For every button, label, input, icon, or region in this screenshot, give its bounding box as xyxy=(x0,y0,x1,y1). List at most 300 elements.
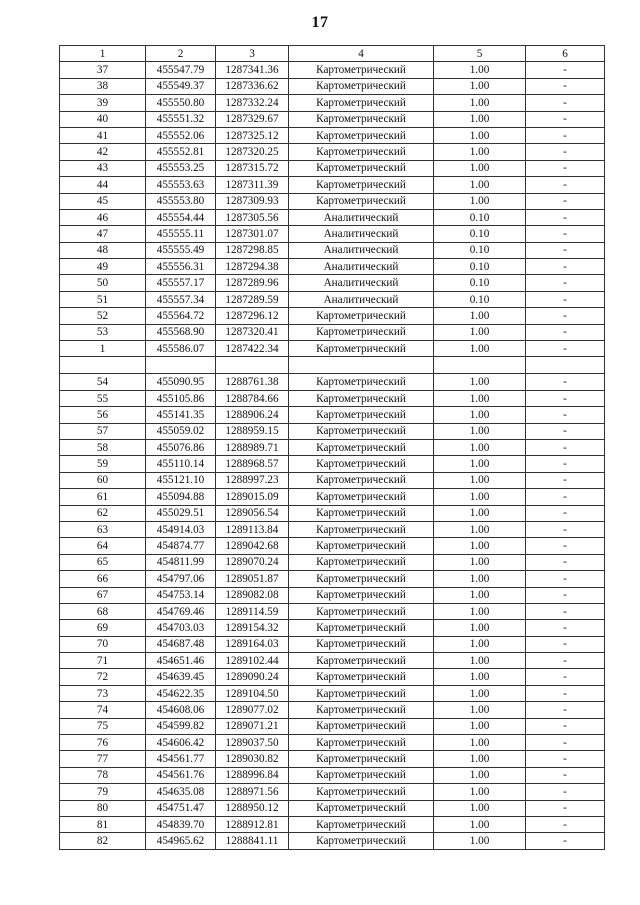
precision-cell: 1.00 xyxy=(434,816,526,832)
note-cell: - xyxy=(526,275,605,291)
precision-cell: 1.00 xyxy=(434,456,526,472)
point-number-cell: 48 xyxy=(60,242,146,258)
x-coordinate-cell xyxy=(146,357,216,374)
table-row xyxy=(60,751,605,767)
note-cell: - xyxy=(526,571,605,587)
precision-cell: 1.00 xyxy=(434,439,526,455)
y-coordinate-cell: 1288761.38 xyxy=(216,374,289,390)
point-number-cell: 55 xyxy=(60,390,146,406)
point-number-cell: 71 xyxy=(60,653,146,669)
method-cell: Картометрический xyxy=(289,489,434,505)
note-cell: - xyxy=(526,209,605,225)
table-row xyxy=(60,456,605,472)
table-row xyxy=(60,833,605,849)
table-row xyxy=(60,587,605,603)
point-number-cell: 41 xyxy=(60,127,146,143)
x-coordinate-cell: 454606.42 xyxy=(146,735,216,751)
precision-cell: 1.00 xyxy=(434,751,526,767)
method-cell: Картометрический xyxy=(289,685,434,701)
note-cell: - xyxy=(526,653,605,669)
note-cell: - xyxy=(526,324,605,340)
note-cell: - xyxy=(526,407,605,423)
note-cell: - xyxy=(526,816,605,832)
table-row xyxy=(60,538,605,554)
x-coordinate-cell: 455029.51 xyxy=(146,505,216,521)
note-cell: - xyxy=(526,472,605,488)
table-row xyxy=(60,259,605,275)
method-cell: Картометрический xyxy=(289,751,434,767)
x-coordinate-cell: 455557.34 xyxy=(146,291,216,307)
point-number-cell: 56 xyxy=(60,407,146,423)
precision-cell: 1.00 xyxy=(434,571,526,587)
method-cell: Картометрический xyxy=(289,456,434,472)
y-coordinate-cell: 1289164.03 xyxy=(216,636,289,652)
table-row xyxy=(60,620,605,636)
y-coordinate-cell: 1289104.50 xyxy=(216,685,289,701)
method-cell: Картометрический xyxy=(289,127,434,143)
method-cell: Аналитический xyxy=(289,226,434,242)
x-coordinate-cell: 455568.90 xyxy=(146,324,216,340)
table-row xyxy=(60,324,605,340)
point-number-cell: 60 xyxy=(60,472,146,488)
column-header: 1 xyxy=(60,46,146,62)
x-coordinate-cell: 455141.35 xyxy=(146,407,216,423)
point-number-cell: 53 xyxy=(60,324,146,340)
table-row xyxy=(60,407,605,423)
y-coordinate-cell: 1289114.59 xyxy=(216,603,289,619)
precision-cell: 0.10 xyxy=(434,209,526,225)
point-number-cell: 82 xyxy=(60,833,146,849)
method-cell: Аналитический xyxy=(289,259,434,275)
point-number-cell: 58 xyxy=(60,439,146,455)
table-row xyxy=(60,718,605,734)
point-number-cell: 66 xyxy=(60,571,146,587)
method-cell: Картометрический xyxy=(289,144,434,160)
method-cell: Картометрический xyxy=(289,111,434,127)
note-cell: - xyxy=(526,751,605,767)
x-coordinate-cell: 455553.63 xyxy=(146,177,216,193)
point-number-cell: 77 xyxy=(60,751,146,767)
point-number-cell: 46 xyxy=(60,209,146,225)
y-coordinate-cell: 1288950.12 xyxy=(216,800,289,816)
y-coordinate-cell: 1288971.56 xyxy=(216,784,289,800)
y-coordinate-cell: 1287341.36 xyxy=(216,62,289,78)
y-coordinate-cell: 1289113.84 xyxy=(216,521,289,537)
x-coordinate-cell: 454561.77 xyxy=(146,751,216,767)
point-number-cell: 78 xyxy=(60,767,146,783)
note-cell: - xyxy=(526,242,605,258)
point-number-cell: 1 xyxy=(60,341,146,357)
note-cell: - xyxy=(526,390,605,406)
note-cell: - xyxy=(526,669,605,685)
x-coordinate-cell: 455110.14 xyxy=(146,456,216,472)
method-cell: Картометрический xyxy=(289,407,434,423)
point-number-cell: 64 xyxy=(60,538,146,554)
method-cell: Аналитический xyxy=(289,209,434,225)
y-coordinate-cell: 1289090.24 xyxy=(216,669,289,685)
method-cell: Картометрический xyxy=(289,439,434,455)
precision-cell: 0.10 xyxy=(434,242,526,258)
point-number-cell: 59 xyxy=(60,456,146,472)
method-cell: Картометрический xyxy=(289,423,434,439)
precision-cell: 1.00 xyxy=(434,160,526,176)
table-row xyxy=(60,439,605,455)
y-coordinate-cell: 1289102.44 xyxy=(216,653,289,669)
y-coordinate-cell: 1287320.41 xyxy=(216,324,289,340)
table-row xyxy=(60,144,605,160)
precision-cell: 1.00 xyxy=(434,390,526,406)
y-coordinate-cell: 1287315.72 xyxy=(216,160,289,176)
point-number-cell: 57 xyxy=(60,423,146,439)
table-row xyxy=(60,193,605,209)
x-coordinate-cell: 454561.76 xyxy=(146,767,216,783)
x-coordinate-cell: 455547.79 xyxy=(146,62,216,78)
point-number-cell: 54 xyxy=(60,374,146,390)
table-row xyxy=(60,521,605,537)
point-number-cell: 65 xyxy=(60,554,146,570)
precision-cell: 1.00 xyxy=(434,78,526,94)
precision-cell: 1.00 xyxy=(434,620,526,636)
note-cell: - xyxy=(526,521,605,537)
y-coordinate-cell: 1289070.24 xyxy=(216,554,289,570)
precision-cell: 1.00 xyxy=(434,538,526,554)
method-cell: Картометрический xyxy=(289,735,434,751)
point-number-cell: 75 xyxy=(60,718,146,734)
note-cell: - xyxy=(526,78,605,94)
y-coordinate-cell: 1288959.15 xyxy=(216,423,289,439)
x-coordinate-cell: 455557.17 xyxy=(146,275,216,291)
column-header: 5 xyxy=(434,46,526,62)
x-coordinate-cell: 455552.06 xyxy=(146,127,216,143)
point-number-cell: 63 xyxy=(60,521,146,537)
table-row xyxy=(60,275,605,291)
precision-cell: 1.00 xyxy=(434,735,526,751)
table-row xyxy=(60,702,605,718)
table-row xyxy=(60,177,605,193)
note-cell: - xyxy=(526,144,605,160)
x-coordinate-cell: 455556.31 xyxy=(146,259,216,275)
method-cell: Картометрический xyxy=(289,816,434,832)
y-coordinate-cell: 1288841.11 xyxy=(216,833,289,849)
precision-cell: 1.00 xyxy=(434,702,526,718)
x-coordinate-cell: 454622.35 xyxy=(146,685,216,701)
point-number-cell: 73 xyxy=(60,685,146,701)
point-number-cell: 52 xyxy=(60,308,146,324)
x-coordinate-cell: 454811.99 xyxy=(146,554,216,570)
precision-cell: 1.00 xyxy=(434,718,526,734)
note-cell: - xyxy=(526,603,605,619)
point-number-cell: 74 xyxy=(60,702,146,718)
point-number-cell: 70 xyxy=(60,636,146,652)
table-row xyxy=(60,669,605,685)
precision-cell: 1.00 xyxy=(434,177,526,193)
table-row xyxy=(60,603,605,619)
x-coordinate-cell: 455586.07 xyxy=(146,341,216,357)
table-row xyxy=(60,226,605,242)
precision-cell: 1.00 xyxy=(434,341,526,357)
method-cell: Картометрический xyxy=(289,505,434,521)
note-cell: - xyxy=(526,702,605,718)
note-cell: - xyxy=(526,587,605,603)
method-cell: Аналитический xyxy=(289,291,434,307)
method-cell: Картометрический xyxy=(289,374,434,390)
x-coordinate-cell: 455552.81 xyxy=(146,144,216,160)
x-coordinate-cell: 455076.86 xyxy=(146,439,216,455)
method-cell: Картометрический xyxy=(289,571,434,587)
note-cell: - xyxy=(526,505,605,521)
method-cell: Картометрический xyxy=(289,177,434,193)
point-number-cell xyxy=(60,357,146,374)
point-number-cell: 80 xyxy=(60,800,146,816)
y-coordinate-cell: 1288989.71 xyxy=(216,439,289,455)
note-cell: - xyxy=(526,636,605,652)
method-cell xyxy=(289,357,434,374)
method-cell: Картометрический xyxy=(289,62,434,78)
table-row xyxy=(60,95,605,111)
x-coordinate-cell: 454965.62 xyxy=(146,833,216,849)
method-cell: Картометрический xyxy=(289,324,434,340)
y-coordinate-cell: 1287332.24 xyxy=(216,95,289,111)
y-coordinate-cell xyxy=(216,357,289,374)
note-cell xyxy=(526,357,605,374)
page-number: 17 xyxy=(311,14,329,31)
note-cell: - xyxy=(526,685,605,701)
y-coordinate-cell: 1287289.59 xyxy=(216,291,289,307)
note-cell: - xyxy=(526,489,605,505)
x-coordinate-cell: 454839.70 xyxy=(146,816,216,832)
y-coordinate-cell: 1288968.57 xyxy=(216,456,289,472)
point-number-cell: 50 xyxy=(60,275,146,291)
method-cell: Картометрический xyxy=(289,554,434,570)
method-cell: Картометрический xyxy=(289,193,434,209)
precision-cell: 1.00 xyxy=(434,505,526,521)
y-coordinate-cell: 1288912.81 xyxy=(216,816,289,832)
table-row xyxy=(60,653,605,669)
note-cell: - xyxy=(526,800,605,816)
table-header-row xyxy=(60,46,605,62)
method-cell: Картометрический xyxy=(289,833,434,849)
precision-cell: 0.10 xyxy=(434,259,526,275)
y-coordinate-cell: 1289015.09 xyxy=(216,489,289,505)
x-coordinate-cell: 455090.95 xyxy=(146,374,216,390)
precision-cell: 1.00 xyxy=(434,587,526,603)
table-row xyxy=(60,291,605,307)
x-coordinate-cell: 455550.80 xyxy=(146,95,216,111)
column-header: 2 xyxy=(146,46,216,62)
x-coordinate-cell: 455555.49 xyxy=(146,242,216,258)
y-coordinate-cell: 1288906.24 xyxy=(216,407,289,423)
y-coordinate-cell: 1288784.66 xyxy=(216,390,289,406)
method-cell: Картометрический xyxy=(289,587,434,603)
y-coordinate-cell: 1288996.84 xyxy=(216,767,289,783)
method-cell: Картометрический xyxy=(289,784,434,800)
table-row xyxy=(60,341,605,357)
point-number-cell: 39 xyxy=(60,95,146,111)
note-cell: - xyxy=(526,620,605,636)
point-number-cell: 62 xyxy=(60,505,146,521)
table-row xyxy=(60,209,605,225)
x-coordinate-cell: 455553.25 xyxy=(146,160,216,176)
table-row xyxy=(60,554,605,570)
table-row xyxy=(60,735,605,751)
method-cell: Картометрический xyxy=(289,636,434,652)
note-cell: - xyxy=(526,735,605,751)
table-row xyxy=(60,423,605,439)
point-number-cell: 49 xyxy=(60,259,146,275)
note-cell: - xyxy=(526,767,605,783)
precision-cell: 1.00 xyxy=(434,554,526,570)
precision-cell: 1.00 xyxy=(434,653,526,669)
method-cell: Картометрический xyxy=(289,95,434,111)
point-number-cell: 37 xyxy=(60,62,146,78)
y-coordinate-cell: 1288997.23 xyxy=(216,472,289,488)
precision-cell xyxy=(434,357,526,374)
column-header: 3 xyxy=(216,46,289,62)
point-number-cell: 68 xyxy=(60,603,146,619)
point-number-cell: 44 xyxy=(60,177,146,193)
y-coordinate-cell: 1287336.62 xyxy=(216,78,289,94)
note-cell: - xyxy=(526,127,605,143)
x-coordinate-cell: 454651.46 xyxy=(146,653,216,669)
precision-cell: 1.00 xyxy=(434,374,526,390)
table-row xyxy=(60,767,605,783)
point-number-cell: 69 xyxy=(60,620,146,636)
precision-cell: 1.00 xyxy=(434,521,526,537)
y-coordinate-cell: 1289051.87 xyxy=(216,571,289,587)
method-cell: Картометрический xyxy=(289,308,434,324)
y-coordinate-cell: 1287311.39 xyxy=(216,177,289,193)
table-row xyxy=(60,489,605,505)
x-coordinate-cell: 455553.80 xyxy=(146,193,216,209)
x-coordinate-cell: 454753.14 xyxy=(146,587,216,603)
x-coordinate-cell: 455059.02 xyxy=(146,423,216,439)
x-coordinate-cell: 455094.88 xyxy=(146,489,216,505)
method-cell: Аналитический xyxy=(289,242,434,258)
method-cell: Картометрический xyxy=(289,669,434,685)
y-coordinate-cell: 1287422.34 xyxy=(216,341,289,357)
x-coordinate-cell: 454635.08 xyxy=(146,784,216,800)
table-row xyxy=(60,357,605,374)
precision-cell: 1.00 xyxy=(434,669,526,685)
y-coordinate-cell: 1287289.96 xyxy=(216,275,289,291)
table-row xyxy=(60,78,605,94)
note-cell: - xyxy=(526,62,605,78)
note-cell: - xyxy=(526,95,605,111)
x-coordinate-cell: 454751.47 xyxy=(146,800,216,816)
y-coordinate-cell: 1287329.67 xyxy=(216,111,289,127)
method-cell: Картометрический xyxy=(289,472,434,488)
point-number-cell: 72 xyxy=(60,669,146,685)
point-number-cell: 45 xyxy=(60,193,146,209)
precision-cell: 1.00 xyxy=(434,111,526,127)
x-coordinate-cell: 454703.03 xyxy=(146,620,216,636)
precision-cell: 1.00 xyxy=(434,636,526,652)
x-coordinate-cell: 454608.06 xyxy=(146,702,216,718)
note-cell: - xyxy=(526,341,605,357)
note-cell: - xyxy=(526,259,605,275)
point-number-cell: 81 xyxy=(60,816,146,832)
point-number-cell: 47 xyxy=(60,226,146,242)
method-cell: Картометрический xyxy=(289,653,434,669)
table-row xyxy=(60,571,605,587)
precision-cell: 1.00 xyxy=(434,800,526,816)
precision-cell: 1.00 xyxy=(434,472,526,488)
precision-cell: 1.00 xyxy=(434,193,526,209)
precision-cell: 1.00 xyxy=(434,685,526,701)
precision-cell: 0.10 xyxy=(434,226,526,242)
x-coordinate-cell: 455554.44 xyxy=(146,209,216,225)
method-cell: Картометрический xyxy=(289,702,434,718)
table-row xyxy=(60,390,605,406)
precision-cell: 1.00 xyxy=(434,324,526,340)
note-cell: - xyxy=(526,308,605,324)
y-coordinate-cell: 1289082.08 xyxy=(216,587,289,603)
table-row xyxy=(60,816,605,832)
y-coordinate-cell: 1287301.07 xyxy=(216,226,289,242)
table-row xyxy=(60,784,605,800)
method-cell: Картометрический xyxy=(289,78,434,94)
method-cell: Картометрический xyxy=(289,390,434,406)
method-cell: Картометрический xyxy=(289,341,434,357)
x-coordinate-cell: 455551.32 xyxy=(146,111,216,127)
method-cell: Картометрический xyxy=(289,767,434,783)
y-coordinate-cell: 1289071.21 xyxy=(216,718,289,734)
method-cell: Картометрический xyxy=(289,521,434,537)
y-coordinate-cell: 1289154.32 xyxy=(216,620,289,636)
note-cell: - xyxy=(526,833,605,849)
point-number-cell: 61 xyxy=(60,489,146,505)
precision-cell: 1.00 xyxy=(434,407,526,423)
x-coordinate-cell: 455105.86 xyxy=(146,390,216,406)
y-coordinate-cell: 1289037.50 xyxy=(216,735,289,751)
note-cell: - xyxy=(526,456,605,472)
precision-cell: 1.00 xyxy=(434,308,526,324)
note-cell: - xyxy=(526,374,605,390)
y-coordinate-cell: 1287296.12 xyxy=(216,308,289,324)
precision-cell: 1.00 xyxy=(434,833,526,849)
note-cell: - xyxy=(526,423,605,439)
table-row xyxy=(60,636,605,652)
note-cell: - xyxy=(526,554,605,570)
point-number-cell: 42 xyxy=(60,144,146,160)
y-coordinate-cell: 1287298.85 xyxy=(216,242,289,258)
note-cell: - xyxy=(526,538,605,554)
x-coordinate-cell: 455564.72 xyxy=(146,308,216,324)
precision-cell: 1.00 xyxy=(434,127,526,143)
note-cell: - xyxy=(526,160,605,176)
y-coordinate-cell: 1289077.02 xyxy=(216,702,289,718)
table-body xyxy=(60,62,605,849)
y-coordinate-cell: 1287325.12 xyxy=(216,127,289,143)
x-coordinate-cell: 455549.37 xyxy=(146,78,216,94)
table-row xyxy=(60,472,605,488)
x-coordinate-cell: 455121.10 xyxy=(146,472,216,488)
note-cell: - xyxy=(526,177,605,193)
table-row xyxy=(60,127,605,143)
method-cell: Картометрический xyxy=(289,718,434,734)
precision-cell: 1.00 xyxy=(434,489,526,505)
note-cell: - xyxy=(526,439,605,455)
precision-cell: 0.10 xyxy=(434,291,526,307)
point-number-cell: 67 xyxy=(60,587,146,603)
method-cell: Картометрический xyxy=(289,603,434,619)
note-cell: - xyxy=(526,226,605,242)
precision-cell: 1.00 xyxy=(434,62,526,78)
precision-cell: 1.00 xyxy=(434,784,526,800)
x-coordinate-cell: 454599.82 xyxy=(146,718,216,734)
y-coordinate-cell: 1287320.25 xyxy=(216,144,289,160)
x-coordinate-cell: 454769.46 xyxy=(146,603,216,619)
